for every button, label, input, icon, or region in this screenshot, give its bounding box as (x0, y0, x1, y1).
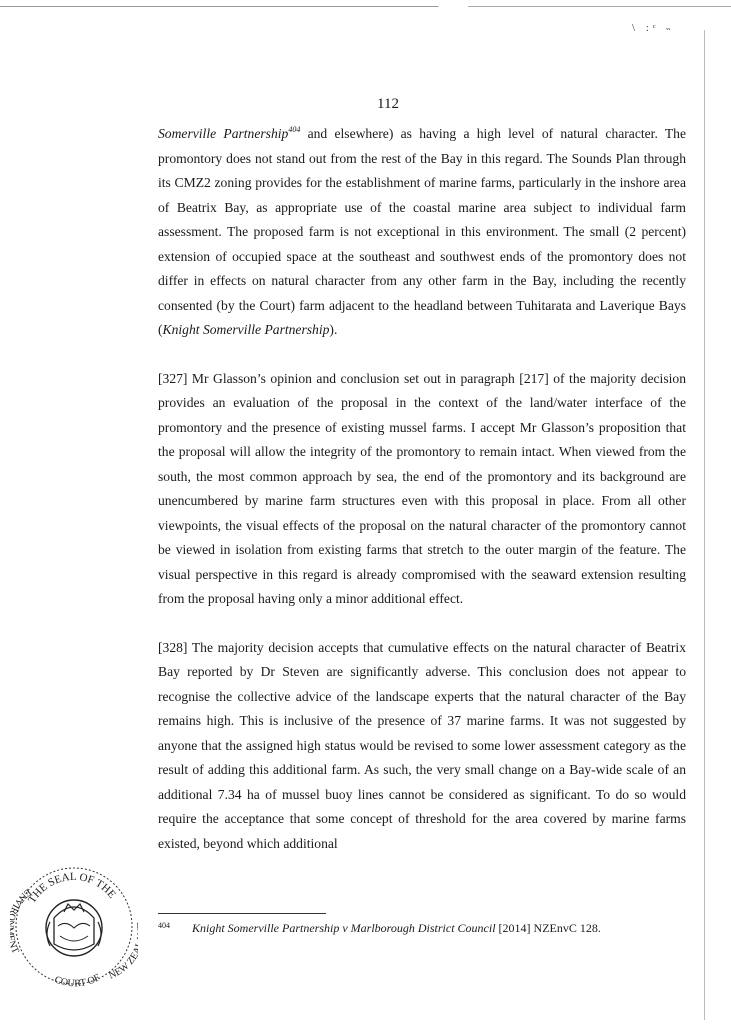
paragraph-328: [328] The majority decision accepts that cumulative effects on the natural character of Beatrix Bay reported by Dr Steven are significantly adverse. This conclusion does not appear to recognise the collective advice of the landscape experts that the natural character of the Bay remains high. This is inclusive of the presence of 37 marine farms. It was not suggested by anyone that the assigned high status would be revised to some lower assessment category as the result of adding this additional farm. As such, the very small change on a Bay-wide scale of an additional 7.34 ha of mussel buoy lines cannot be considered as significant. To do so would require the acceptance that some concept of threshold for the area covered by marine farms existed, beyond which additional (158, 639, 686, 851)
seal-text-left: ENVI (10, 886, 34, 911)
footnote (158, 921, 688, 936)
right-margin-line (704, 30, 705, 1020)
corner-marks: \ :ᶜ ˵ (632, 22, 675, 34)
court-seal-icon (10, 856, 138, 990)
document-body (158, 122, 686, 856)
seal-text-top: THE SEAL OF THE (26, 870, 119, 906)
footnote-rule (158, 913, 326, 914)
seal-text-right: NEW Z (107, 955, 138, 982)
footnote-case-name: Knight Somerville Partnership v Marlborough District Council (192, 921, 496, 935)
paragraph-continued (158, 122, 686, 343)
footnote-reference[interactable]: 404 (288, 125, 301, 134)
case-name-italic: Somerville Partnership (158, 126, 289, 141)
paragraph-closing: ). (329, 322, 338, 337)
footnote-number: 404 (158, 921, 170, 930)
paragraph-327: [327] Mr Glasson’s opinion and conclusion set out in paragraph [217] of the majority decision provides an evaluation of the proposal in the context of the land/water interface of the promontory and the presence of existing mussel farms. I accept Mr Glasson’s proposition that the proposal will allow the integrity of the promontory to remain intact. When viewed from the south, the most common approach by sea, the end of the promontory and its background are unencumbered by marine farm structures even with this proposal in place. From all other viewpoints, the visual effects of the proposal on the natural character of the promontory cannot be viewed in isolation from existing farms that stretch to the outer margin of the feature. The visual perspective in this regard is already compromised with the seaward extension resulting from the proposal having only a minor additional effect. (158, 370, 686, 606)
footnote-citation: [2014] NZEnvC 128. (495, 921, 601, 935)
page-number: 112 (377, 96, 399, 112)
case-name-italic: Knight Somerville Partnership (162, 322, 330, 337)
paragraph-text: and elsewhere) as having a high level of natural character. The promontory does not stand out from the rest of the Bay in this regard. The Sounds Plan through its CMZ2 zoning provides for the establishment of marine farms, particularly in the inshore area of Beatrix Bay, as appropriate use of the coastal marine area subject to individual farm assessment. The proposed farm is not exceptional in this environment. The small (2 percent) extension of occupied space at the southeast and southwest ends of the promontory does not differ in effects on natural character from any other farm in the Bay, including the recently consented (by the Court) farm adjacent to the headland between Tuhitarata and Laverique Bays ( (158, 126, 686, 337)
seal-graphic (10, 856, 138, 990)
top-border-line (0, 6, 731, 7)
seal-text-bottom: COURT OF (52, 972, 103, 990)
